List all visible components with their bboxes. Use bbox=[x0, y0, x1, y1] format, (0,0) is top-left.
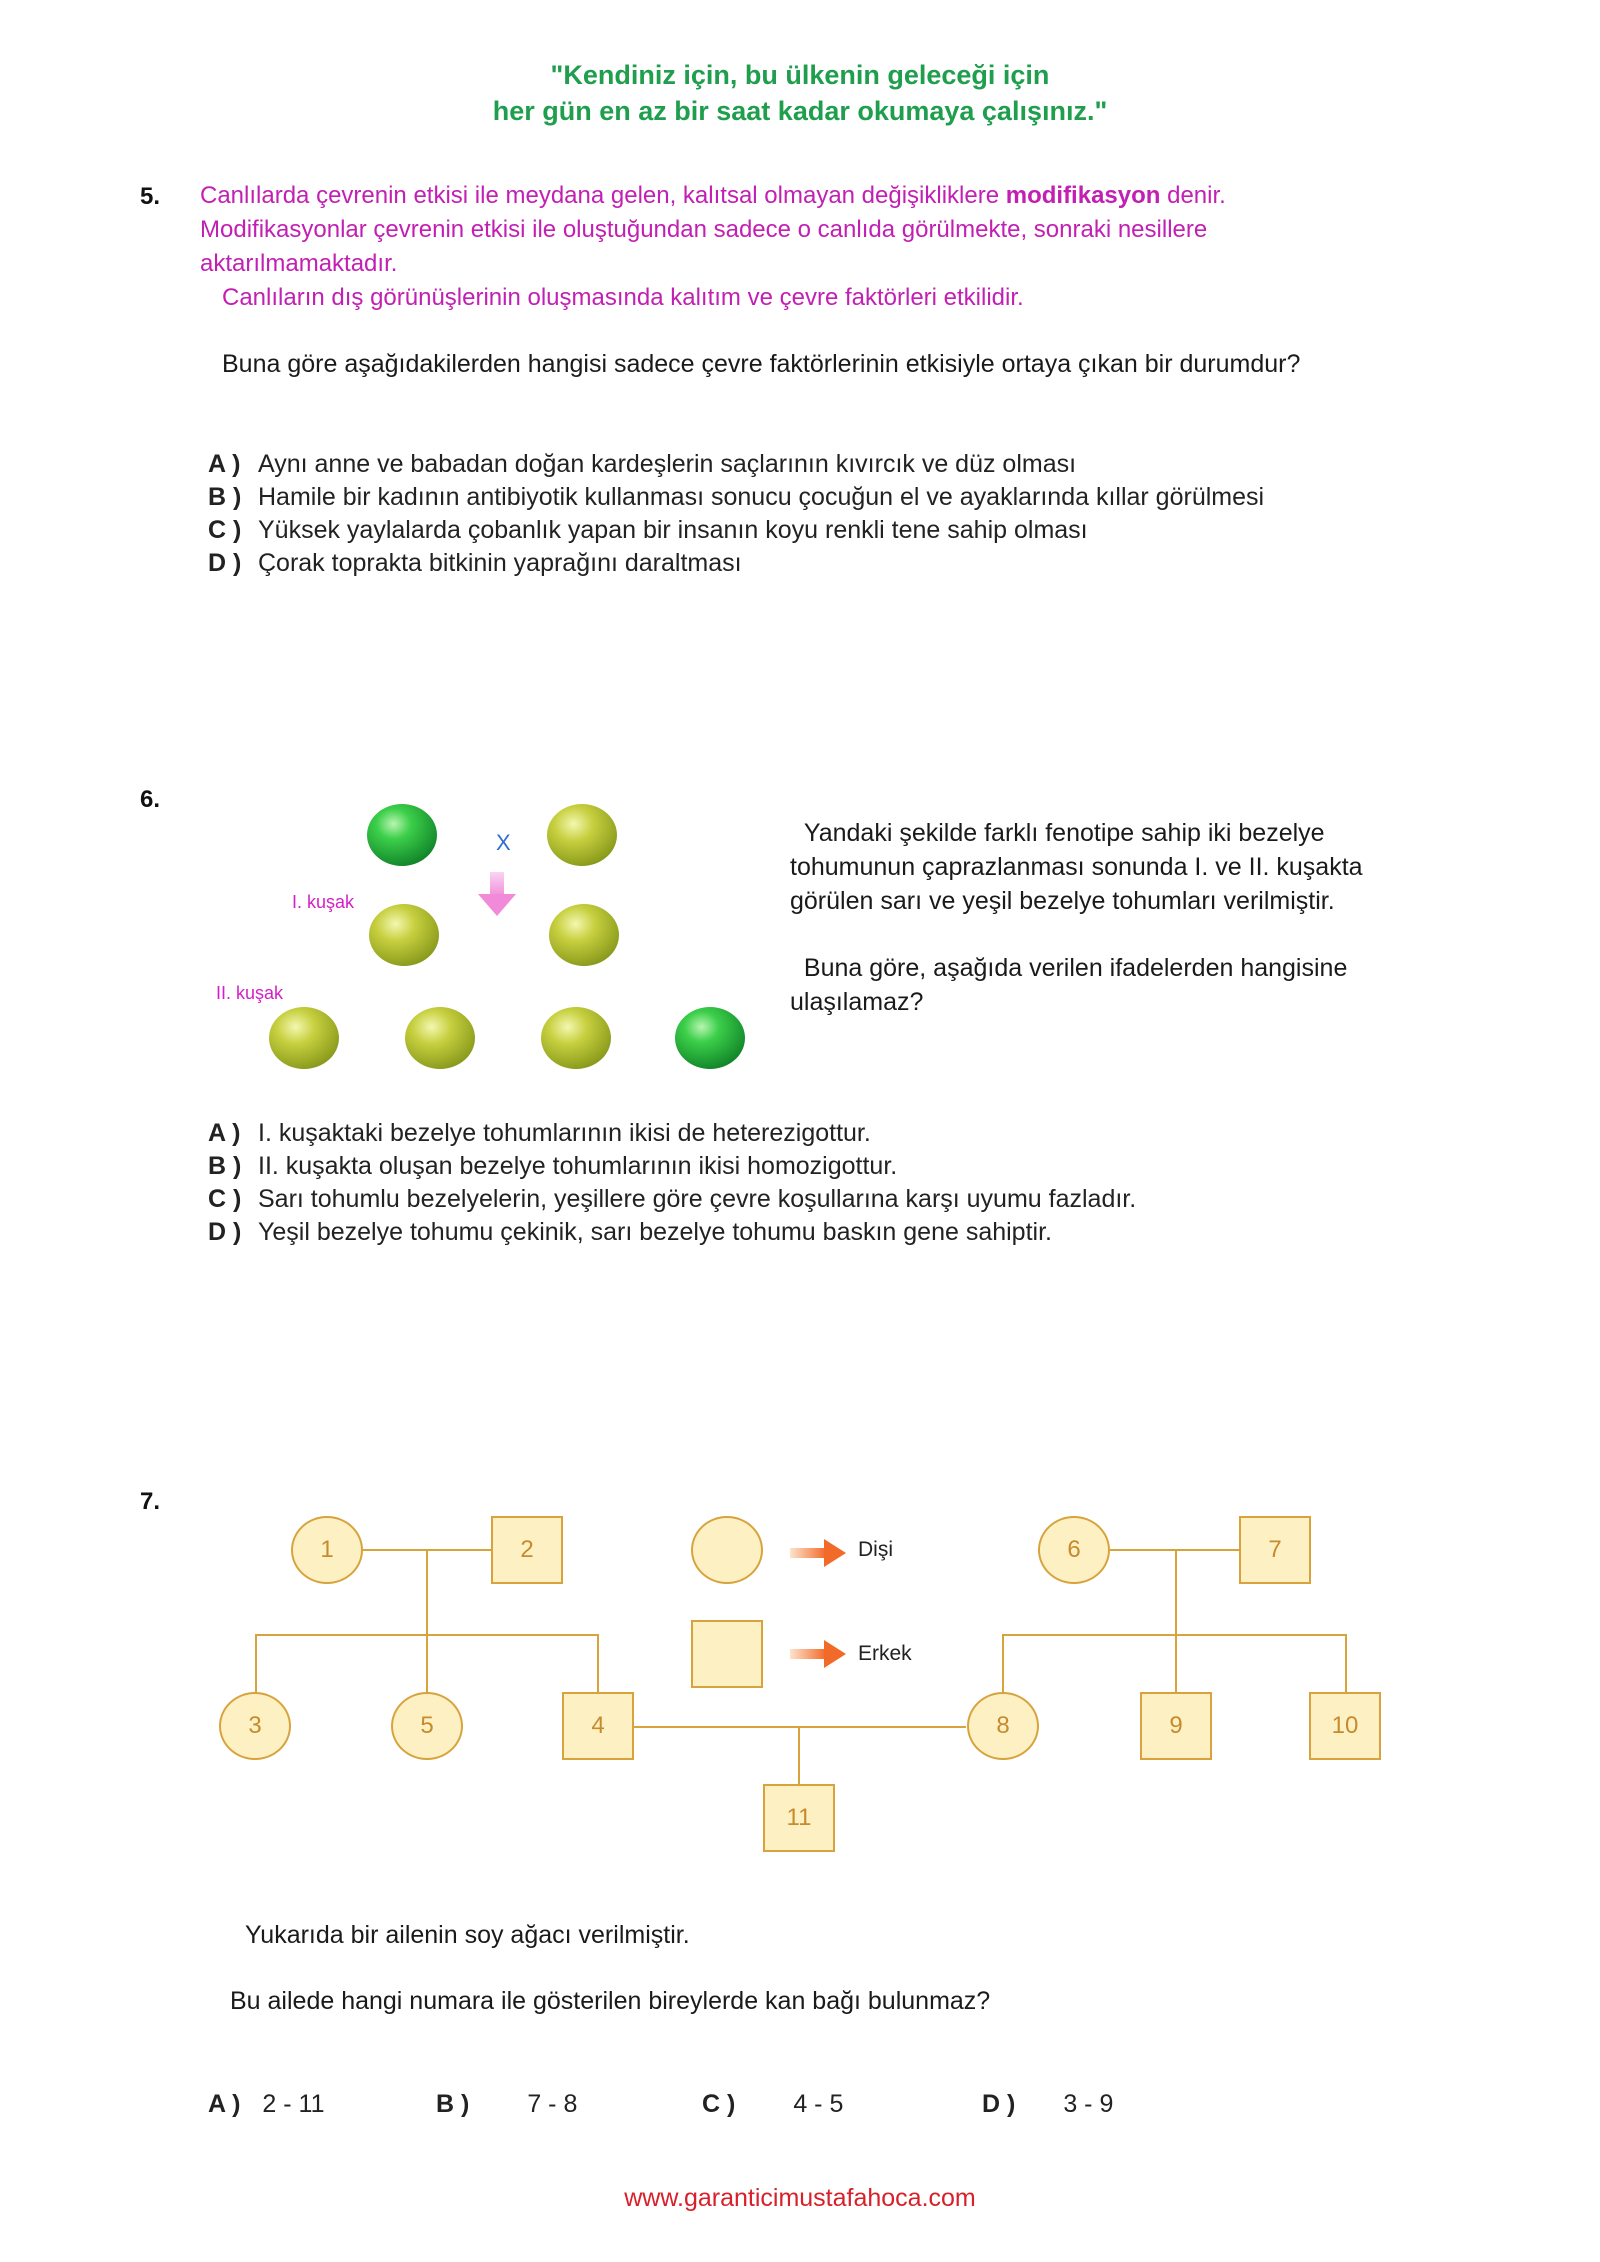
option-text: 2 - 11 bbox=[262, 2090, 325, 2118]
pedigree-male-4: 4 bbox=[562, 1692, 634, 1760]
q5-paragraph-line-2: Modifikasyonlar çevrenin etkisi ile oluştuğundan sadece o canlıda görülmekte, sonraki nesillere bbox=[200, 216, 1208, 243]
cross-symbol: X bbox=[496, 830, 511, 855]
legend-arrow-icon bbox=[790, 1539, 846, 1567]
legend-female-symbol bbox=[691, 1516, 763, 1584]
pedigree-female-5: 5 bbox=[391, 1692, 463, 1760]
option-letter: C ) bbox=[702, 2090, 736, 2118]
q5-text: Canlılarda çevrenin etkisi ile meydana gelen, kalıtsal olmayan değişikliklere bbox=[200, 182, 1006, 209]
option-letter: C ) bbox=[208, 1185, 242, 1213]
q6-desc-line-3: görülen sarı ve yeşil bezelye tohumları verilmiştir. bbox=[790, 887, 1335, 915]
q5-paragraph-2: Canlıların dış görünüşlerinin oluşmasında kalıtım ve çevre faktörleri etkilidir. bbox=[222, 284, 1024, 311]
option-text: Çorak toprakta bitkinin yaprağını daraltması bbox=[258, 549, 742, 577]
option-letter: B ) bbox=[436, 2090, 470, 2118]
q7-question: Bu ailede hangi numara ile gösterilen bireylerde kan bağı bulunmaz? bbox=[230, 1987, 991, 2015]
option-text: Yeşil bezelye tohumu çekinik, sarı bezelye tohumu baskın gene sahiptir. bbox=[258, 1218, 1052, 1246]
q6-desc-line-2: tohumunun çaprazlanması sonunda I. ve II. kuşakta bbox=[790, 853, 1363, 881]
option-letter: D ) bbox=[208, 1218, 242, 1246]
q6-question-line-2: ulaşılamaz? bbox=[790, 988, 924, 1016]
q5-bold-term: modifikasyon bbox=[1005, 182, 1161, 209]
option-letter: D ) bbox=[208, 549, 242, 577]
legend-male-symbol bbox=[691, 1620, 763, 1688]
q6-question-text: Buna göre, aşağıda verilen ifadelerden hangisine bbox=[803, 954, 1348, 982]
option-text: 3 - 9 bbox=[1063, 2090, 1114, 2118]
option-letter: B ) bbox=[208, 483, 242, 511]
motto-line-1: "Kendiniz için, bu ülkenin geleceği için bbox=[550, 60, 1050, 90]
pedigree-female-1: 1 bbox=[291, 1516, 363, 1584]
q5-text-end: denir. bbox=[1160, 182, 1226, 209]
option-letter: C ) bbox=[208, 516, 242, 544]
question-6-number: 6. bbox=[140, 786, 161, 813]
motto-line-2: her gün en az bir saat kadar okumaya çalışınız." bbox=[492, 96, 1108, 126]
q7-option-b[interactable] bbox=[436, 2090, 577, 2119]
option-text: Yüksek yaylalarda çobanlık yapan bir insanın koyu renkli tene sahip olması bbox=[258, 516, 1088, 544]
option-text: Sarı tohumlu bezelyelerin, yeşillere göre çevre koşullarına karşı uyumu fazladır. bbox=[258, 1185, 1137, 1213]
legend-male-label: Erkek bbox=[858, 1642, 912, 1665]
pedigree-male-11: 11 bbox=[763, 1784, 835, 1852]
q7-option-a[interactable] bbox=[208, 2090, 324, 2119]
option-text: 7 - 8 bbox=[527, 2090, 578, 2118]
option-letter: D ) bbox=[982, 2090, 1016, 2118]
q7-option-c[interactable] bbox=[702, 2090, 843, 2119]
option-text: II. kuşakta oluşan bezelye tohumlarının ikisi homozigottur. bbox=[258, 1152, 898, 1180]
q5-question: Buna göre aşağıdakilerden hangisi sadece çevre faktörlerinin etkisiyle ortaya çıkan bir durumdur? bbox=[222, 350, 1301, 378]
option-text: Aynı anne ve babadan doğan kardeşlerin saçlarının kıvırcık ve düz olması bbox=[258, 450, 1077, 478]
pedigree-female-3: 3 bbox=[219, 1692, 291, 1760]
pedigree-male-7: 7 bbox=[1239, 1516, 1311, 1584]
question-5-number: 5. bbox=[140, 183, 161, 210]
generation-1-label: I. kuşak bbox=[292, 892, 355, 912]
option-letter: A ) bbox=[208, 1119, 241, 1147]
q5-paragraph-line-3: aktarılmamaktadır. bbox=[200, 250, 398, 277]
pedigree-female-8: 8 bbox=[967, 1692, 1039, 1760]
option-text: 4 - 5 bbox=[793, 2090, 844, 2118]
pedigree-female-6: 6 bbox=[1038, 1516, 1110, 1584]
option-text: I. kuşaktaki bezelye tohumlarının ikisi de heterezigottur. bbox=[258, 1119, 871, 1147]
q6-desc-text: Yandaki şekilde farklı fenotipe sahip iki bezelye bbox=[803, 819, 1325, 847]
option-letter: A ) bbox=[208, 2090, 241, 2118]
option-letter: B ) bbox=[208, 1152, 242, 1180]
pedigree-male-2: 2 bbox=[491, 1516, 563, 1584]
question-7-number: 7. bbox=[140, 1488, 161, 1515]
option-text: Hamile bir kadının antibiyotik kullanması sonucu çocuğun el ve ayaklarında kıllar görülmesi bbox=[258, 483, 1265, 511]
pedigree-male-10: 10 bbox=[1309, 1692, 1381, 1760]
q7-option-d[interactable] bbox=[982, 2090, 1113, 2119]
footer-website-link[interactable]: www.garanticimustafahoca.com bbox=[624, 2184, 976, 2212]
q7-caption: Yukarıda bir ailenin soy ağacı verilmiştir. bbox=[245, 1921, 690, 1949]
legend-arrow-icon bbox=[790, 1640, 846, 1668]
option-letter: A ) bbox=[208, 450, 241, 478]
generation-2-label: II. kuşak bbox=[216, 983, 284, 1003]
pedigree-male-9: 9 bbox=[1140, 1692, 1212, 1760]
legend-female-label: Dişi bbox=[858, 1538, 893, 1561]
